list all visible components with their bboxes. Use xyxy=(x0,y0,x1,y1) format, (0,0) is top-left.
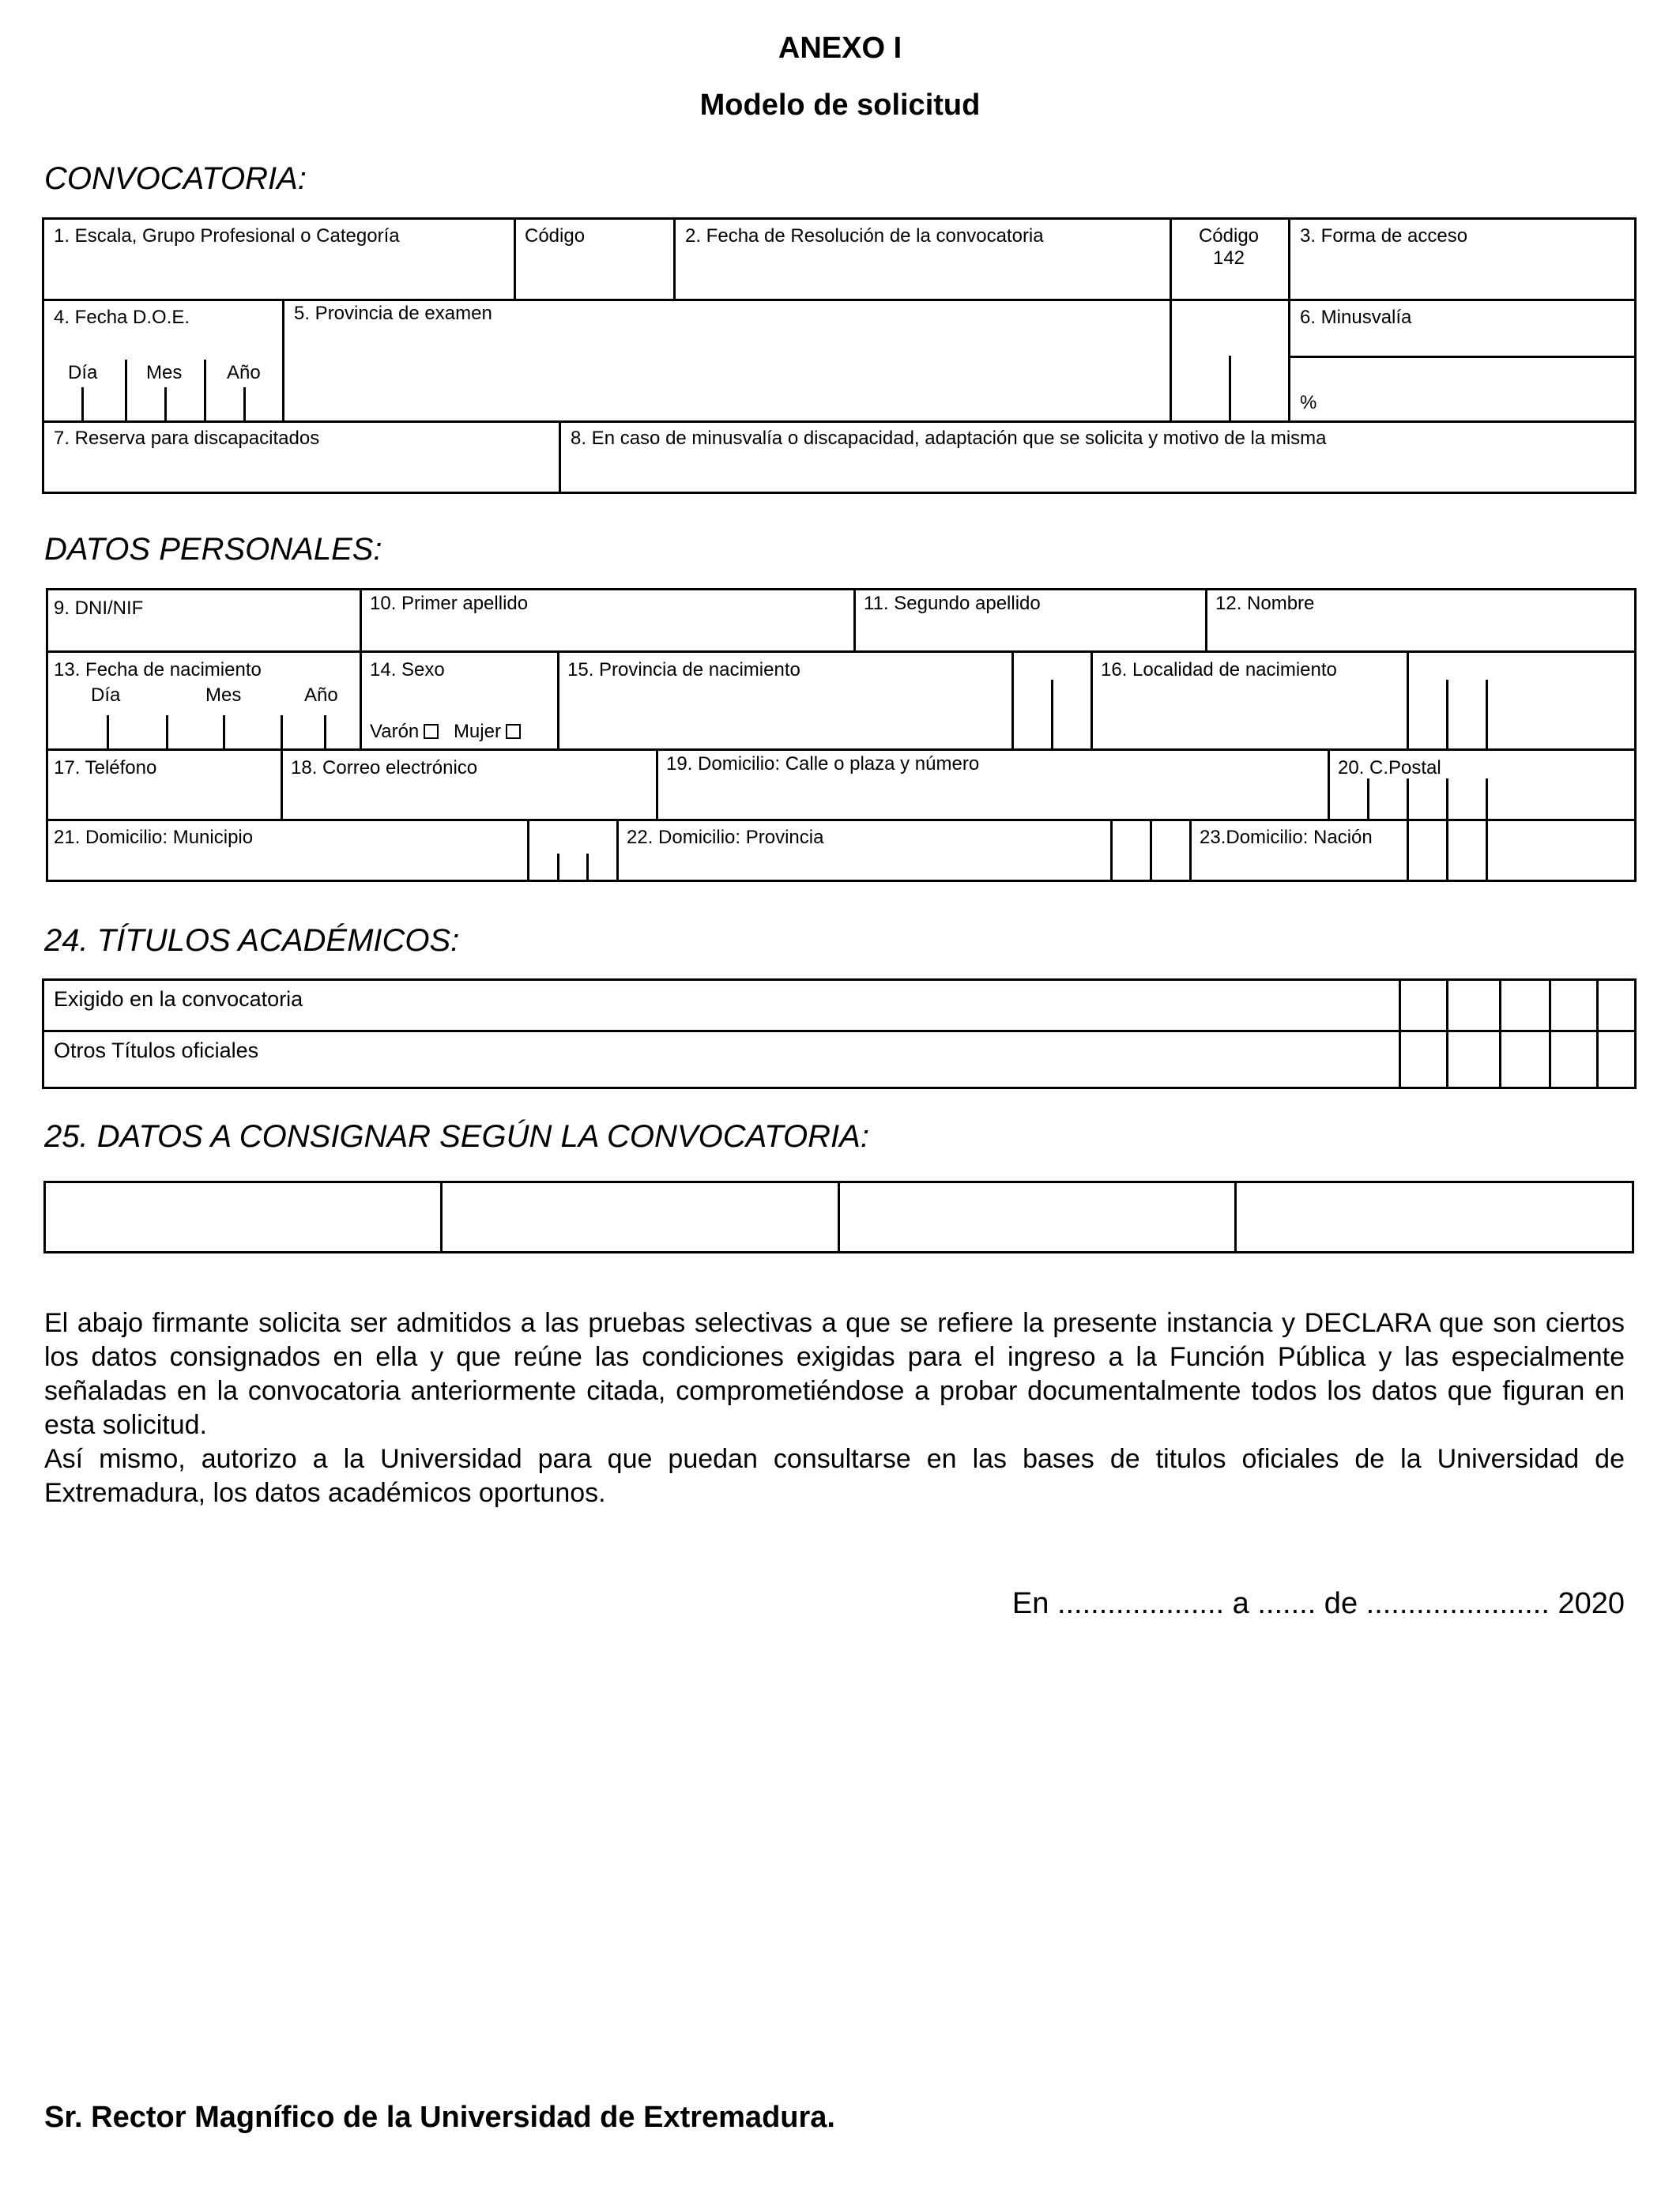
divider xyxy=(1446,819,1448,882)
varon-label: Varón xyxy=(370,721,420,742)
divider xyxy=(223,715,225,748)
field-label-localidad-nacimiento: 16. Localidad de nacimiento xyxy=(1101,659,1337,680)
divider xyxy=(1399,978,1401,1089)
divider xyxy=(42,1030,1637,1032)
field-label-codigo-2: Código xyxy=(1198,225,1260,247)
divider xyxy=(1486,819,1488,882)
field-label-adaptacion: 8. En caso de minusvalía o discapacidad, adaptación que se solicita y motivo de la misma xyxy=(571,428,1327,449)
field-label-sexo: 14. Sexo xyxy=(370,659,445,680)
field-label-cpostal: 20. C.Postal xyxy=(1338,757,1441,778)
field-label-correo: 18. Correo electrónico xyxy=(291,757,478,778)
declaration-paragraph-2: Así mismo, autorizo a la Universidad para que puedan consultarse en las bases de titulos oficiales de la Universidad de Extremadura, los datos académicos oportunos. xyxy=(44,1444,1625,1508)
divider xyxy=(1549,978,1551,1089)
divider xyxy=(673,217,676,299)
divider xyxy=(107,715,109,748)
label-mes: Mes xyxy=(205,684,242,706)
divider xyxy=(360,650,362,748)
section-datos-convocatoria-heading: 25. DATOS A CONSIGNAR SEGÚN LA CONVOCATORIA: xyxy=(44,1119,869,1154)
divider xyxy=(440,1181,443,1253)
divider xyxy=(42,299,1637,301)
divider xyxy=(1110,819,1113,882)
divider xyxy=(514,217,516,299)
label-dia: Día xyxy=(68,362,98,383)
varon-checkbox[interactable] xyxy=(424,724,439,739)
declaration-paragraph-1: El abajo firmante solicita ser admitidos a las pruebas selectivas a que se refiere la presente instancia y DECLARA que son ciertos los datos consignados en ella y que reúne las condiciones exigidas para el ingreso a la Función Pública y las especialmente señaladas en la convocatoria anteriormente citada, comprometiéndose a probar documentalmente todos los datos que figuran en esta solicitud. xyxy=(44,1308,1625,1440)
divider xyxy=(1170,217,1172,420)
field-label-forma-acceso: 3. Forma de acceso xyxy=(1300,225,1468,247)
divider xyxy=(1328,748,1330,819)
divider xyxy=(1407,650,1409,748)
divider xyxy=(46,819,1637,821)
declaration-text xyxy=(44,1306,1625,1510)
section-convocatoria-heading: CONVOCATORIA: xyxy=(44,161,307,196)
field-label-telefono: 17. Teléfono xyxy=(54,757,157,778)
place-date-line: En .................... a ....... de ...................... 2020 xyxy=(1011,1587,1625,1620)
mujer-label: Mujer xyxy=(453,721,501,742)
percent-sign: % xyxy=(1300,392,1317,413)
divider xyxy=(1446,778,1448,819)
divider xyxy=(1011,650,1014,748)
divider xyxy=(281,715,283,748)
field-label-nacion: 23.Domicilio: Nación xyxy=(1200,827,1373,848)
field-label-dni: 9. DNI/NIF xyxy=(54,598,144,619)
field-label-escala: 1. Escala, Grupo Profesional o Categoría xyxy=(54,225,400,247)
divider xyxy=(204,360,206,420)
divider xyxy=(1367,778,1369,819)
section-datos-personales-heading: DATOS PERSONALES: xyxy=(44,532,382,567)
divider xyxy=(1288,356,1637,358)
divider xyxy=(527,819,529,882)
divider xyxy=(282,299,284,420)
divider xyxy=(1486,778,1488,819)
divider xyxy=(1446,978,1448,1089)
addressee: Sr. Rector Magnífico de la Universidad de Extremadura. xyxy=(44,2101,835,2134)
divider xyxy=(1407,778,1409,819)
divider xyxy=(281,748,283,819)
field-label-fecha-nacimiento: 13. Fecha de nacimiento xyxy=(54,659,262,680)
divider xyxy=(616,819,619,882)
divider xyxy=(1486,680,1488,748)
field-label-primer-apellido: 10. Primer apellido xyxy=(370,593,529,614)
field-label-provincia-nacimiento: 15. Provincia de nacimiento xyxy=(567,659,800,680)
titulo-otros-label: Otros Títulos oficiales xyxy=(54,1039,259,1062)
divider xyxy=(1407,819,1409,882)
divider xyxy=(46,748,1637,751)
divider xyxy=(1205,588,1207,650)
divider xyxy=(1234,1181,1237,1253)
label-dia: Día xyxy=(91,684,121,706)
field-label-nombre: 12. Nombre xyxy=(1215,593,1315,614)
divider xyxy=(360,588,362,650)
divider xyxy=(1499,978,1501,1089)
field-label-provincia: 22. Domicilio: Provincia xyxy=(627,827,824,848)
field-label-segundo-apellido: 11. Segundo apellido xyxy=(864,593,1041,614)
divider xyxy=(1189,819,1192,882)
field-label-provincia-examen: 5. Provincia de examen xyxy=(294,303,492,324)
divider xyxy=(1288,217,1290,420)
divider xyxy=(42,420,1637,423)
divider xyxy=(1090,650,1093,748)
field-label-municipio: 21. Domicilio: Municipio xyxy=(54,827,254,848)
divider xyxy=(324,715,326,748)
titulo-exigido-label: Exigido en la convocatoria xyxy=(54,987,303,1011)
label-mes: Mes xyxy=(146,362,183,383)
label-ano: Año xyxy=(227,362,261,383)
label-ano: Año xyxy=(304,684,338,706)
divider xyxy=(1051,680,1053,748)
section-titulos-heading: 24. TÍTULOS ACADÉMICOS: xyxy=(44,923,460,958)
field-label-fecha-doe: 4. Fecha D.O.E. xyxy=(54,307,190,328)
field-label-reserva: 7. Reserva para discapacitados xyxy=(54,428,320,449)
divider xyxy=(81,387,84,420)
divider xyxy=(125,360,127,420)
divider xyxy=(1229,356,1231,420)
divider xyxy=(557,854,559,882)
divider xyxy=(838,1181,840,1253)
page-subtitle: Modelo de solicitud xyxy=(699,89,981,122)
divider xyxy=(1150,819,1152,882)
codigo-value: 142 xyxy=(1212,247,1245,269)
divider xyxy=(559,420,561,494)
divider xyxy=(656,748,658,819)
divider xyxy=(1446,680,1448,748)
sexo-options xyxy=(370,722,521,741)
personal-frame xyxy=(46,588,1637,882)
divider xyxy=(166,715,168,748)
mujer-checkbox[interactable] xyxy=(506,724,521,739)
divider xyxy=(243,387,246,420)
field-label-codigo: Código xyxy=(525,225,586,247)
field-label-fecha-resolucion: 2. Fecha de Resolución de la convocatoria xyxy=(685,225,1044,247)
field-label-domicilio-calle: 19. Domicilio: Calle o plaza y número xyxy=(666,753,980,775)
divider xyxy=(586,854,589,882)
divider xyxy=(557,650,559,748)
page-title: ANEXO I xyxy=(778,32,902,65)
divider xyxy=(164,387,167,420)
divider xyxy=(46,650,1637,653)
field-label-minusvalia: 6. Minusvalía xyxy=(1300,307,1412,328)
divider xyxy=(1596,978,1599,1089)
divider xyxy=(853,588,856,650)
